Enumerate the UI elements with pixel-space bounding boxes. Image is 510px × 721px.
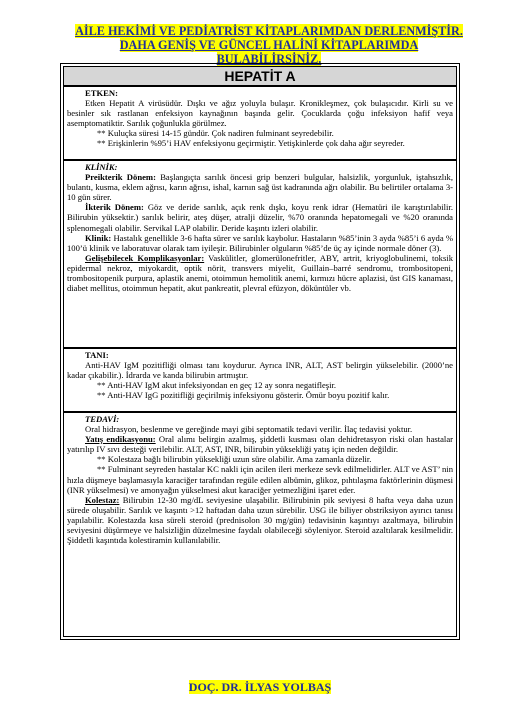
header-banner bbox=[70, 24, 468, 66]
ikterik-paragraph bbox=[67, 202, 453, 232]
etken-section bbox=[63, 86, 457, 160]
kolestaz-label: Kolestaz: bbox=[85, 494, 120, 505]
tani-section bbox=[63, 348, 457, 412]
preikterik-label: Preikterik Dönem: bbox=[85, 172, 156, 183]
tani-paragraph: Anti-HAV IgM pozitifliği olması tanı koydurur. Ayrıca INR, ALT, AST belirgin yükselebilir. (2000’ne kadar çıkabilir.). İdrarda ve kanda bilirubin artmıştır. bbox=[67, 360, 453, 381]
ikterik-label: İkterik Dönem: bbox=[85, 202, 144, 213]
banner-line-1: AİLE HEKİMİ VE PEDİATRİST KİTAPLARIMDAN DERLENMİŞTİR. bbox=[75, 24, 463, 38]
tedavi-paragraph: Oral hidrasyon, beslenme ve gereğinde mayi gibi septomatik tedavi verilir. İlaç tedavisi yoktur. bbox=[85, 424, 413, 435]
document-frame bbox=[60, 63, 460, 640]
author-name: DOÇ. DR. İLYAS YOLBAŞ bbox=[188, 680, 332, 694]
kolestaz-paragraph bbox=[67, 495, 453, 545]
page-title: HEPATİT A bbox=[63, 66, 457, 86]
yatis-text: Oral alımı belirgin azalmış, şiddetli kusması olan dehidretasyon riski olan hastalar yatırılıp IV sıvı desteği verilebilir. ALT, AST, INR, bilirubin yüksekliği yatış için neden değildir. bbox=[67, 434, 453, 455]
tedavi-section bbox=[63, 412, 457, 637]
yatis-label: Yatış endikasyonu: bbox=[85, 434, 156, 445]
preikterik-text: Başlangıçta sarılık öncesi grip benzeri bulgular, halsizlik, yorgunluk, iştahsızlık, bulantı, kusma, eklem ağrısı, karın ağrısı, ishal, karnın sağ üst kadranında ağrı olabilir. Bu belirtiler ortalama 3-10 gün sürer. bbox=[67, 172, 453, 203]
tani-note-2: ** Anti-HAV IgG pozitifliği geçirilmiş infeksiyonu gösterir. Ömür boyu pozitif kalır. bbox=[97, 390, 390, 401]
komplikasyon-text: Vaskülitler, glomerülonefritler, ABY, artrit, kriyoglobulinemi, toksik epidermal nekroz, miyokardit, optik nörit, transvers miyelit, Guillain–barré sendromu, trombositopeni, trombositopenik purpura, aplastik anemi, otoimmun hemolitik anemi, kırmızı hücre aplazisi, üst GIS kanaması, diabet mellitus, otoimmun hepatit, akut pankreatit, plevral efüzyon, döküntüler vb. bbox=[67, 252, 453, 294]
klinik-paragraph bbox=[67, 233, 453, 253]
etken-heading: ETKEN: bbox=[85, 88, 118, 98]
tani-heading: TANI: bbox=[85, 350, 109, 360]
banner-line-2: DAHA GENİŞ VE GÜNCEL HALİNİ KİTAPLARIMDA BULABİLİRSİNİZ. bbox=[119, 38, 419, 66]
tani-note-1: ** Anti-HAV IgM akut infeksiyondan en geç 12 ay sonra negatifleşir. bbox=[97, 380, 337, 391]
komplikasyon-paragraph bbox=[67, 253, 453, 293]
klinik-text: Hastalık genellikle 3-6 hafta sürer ve sarılık kaybolur. Hastaların %85’inin 3 ayda %85’i 6 ayda % 100’ü klinik ve laboratuvar olarak tam iyileşir. Bilirubinler olguların %85’de üç ay içinde normale döner (3). bbox=[67, 232, 453, 253]
ikterik-text: Göz ve deride sarılık, açık renk dışkı, koyu renk idrar (Hematüri ile karıştırılabilir. Bilirubin yüksektir.) sarılık belirir, ateş düşer, atralji düzelir, %70 oranında hepatomegali ve %20 oranında splenomegali olabilir. Servikal LAP olabilir. Deride kaşıntı izleri olabilir. bbox=[67, 202, 453, 233]
author-signature bbox=[160, 680, 360, 695]
yatis-paragraph bbox=[67, 434, 453, 454]
tedavi-note-1: ** Kolestaza bağlı bilirubin yüksekliği uzun süre olabilir. Ama zamanla düzelir. bbox=[97, 454, 372, 465]
komplikasyon-label: Gelişebilecek Komplikasyonlar: bbox=[85, 252, 205, 263]
klinik-label: Klinik: bbox=[85, 232, 112, 243]
preikterik-paragraph bbox=[67, 172, 453, 202]
kolestaz-text: Bilirubin 12-30 mg/dL seviyesine ulaşabilir. Bilirubinin pik seviyesi 8 hafta veya daha uzun sürede oluşabilir. Sarılık ve kaşıntı >12 haftadan daha uzun sürebilir. USG ile biliyer obstriksiyon ayırıcı tanısı yapılabilir. Kolestazda kısa süreli steroid (prednisolon 30 mg/gün) tedavisinin kaşıntıyı azaltmaya, bilirubin seviyesini düşürmeye ve halsizliğin düzelmesine faydalı olabileceği söyleniyor. Steroid azaltılarak kesilmelidir. Şiddetli kaşıntıda kolestiramin kullanılabilir. bbox=[67, 494, 453, 546]
klinik-heading: KLİNİK: bbox=[85, 162, 118, 172]
etken-note-1: ** Kuluçka süresi 14-15 gündür. Çok nadiren fulminant seyredebilir. bbox=[97, 128, 334, 139]
etken-note-2: ** Erişkinlerin %95’i HAV enfeksiyonu geçirmiştir. Yetişkinlerde çok daha ağır seyreder. bbox=[97, 138, 405, 149]
klinik-section bbox=[63, 160, 457, 348]
etken-paragraph: Etken Hepatit A virüsüdür. Dışkı ve ağız yoluyla bulaşır. Kronikleşmez, çok bulaşıcıdır. Kirli su ve besinler sık rastlanan enfeksiyon kaynağının başında gelir. Çocuklarda çoğu infeksiyon hafif veya asemptomatiktir. Sarılık çoğunlukla görülmez. bbox=[67, 98, 453, 129]
tedavi-note-2: ** Fulminant seyreden hastalar KC nakli için acilen ileri merkeze sevk edilmelidirler. ALT ve AST’ nin hızla düşmeye başlamasıyla karaciğer tarafından regüle edilen albümin, glikoz, pıhtılaşma faktörlerinin düşmesi (INR yükselmesi) ve amonyağın yükselmesi akut karaciğer yetmezliğini işaret eder. bbox=[67, 464, 453, 495]
tedavi-heading: TEDAVİ: bbox=[85, 414, 120, 424]
